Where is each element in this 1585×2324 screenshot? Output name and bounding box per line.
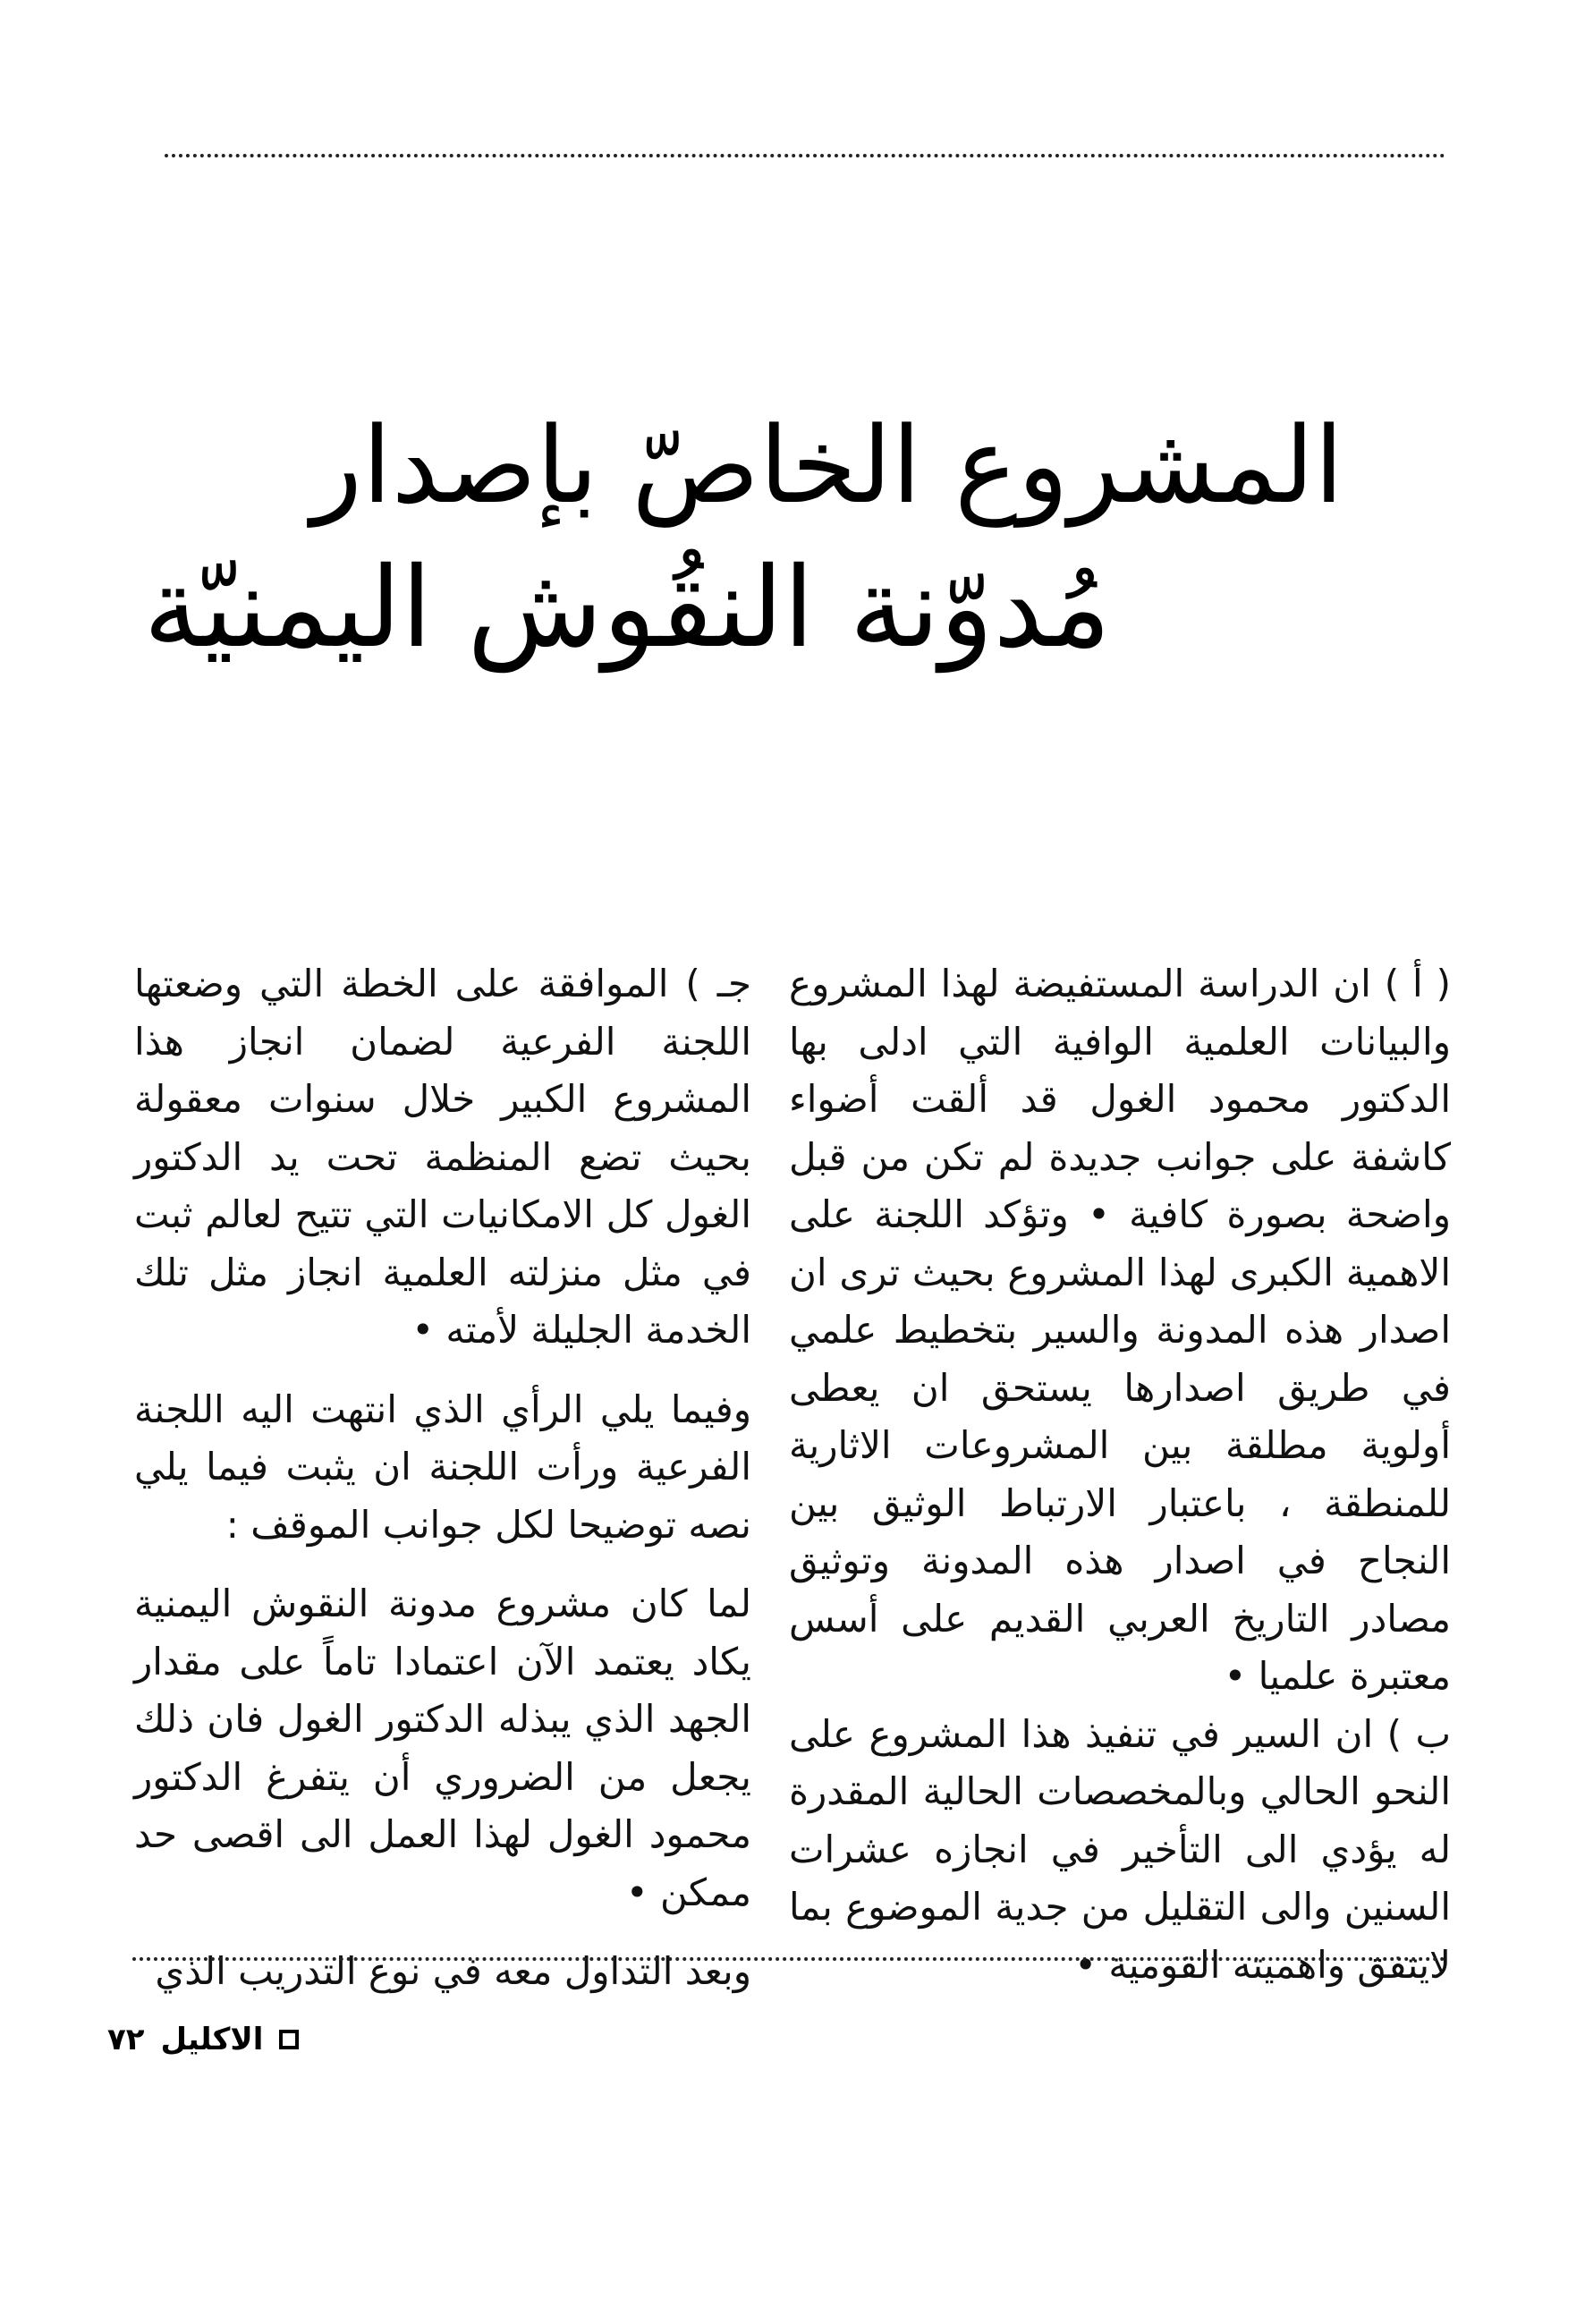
journal-name: الاكليل xyxy=(160,2022,264,2057)
bottom-dotted-rule xyxy=(132,1957,1445,1961)
top-dotted-rule xyxy=(165,154,1445,157)
paragraph-training: وبعد التداول معه في نوع التدريب الذي xyxy=(155,1949,751,1993)
paragraph-a: ( أ ) ان الدراسة المستفيضة لهذا المشروع والبيانات العلمية الوافية التي ادلى بها الدكتور محمود الغول قد ألقت أضواء كاشفة على جوانب جديدة لم تكن من قبل واضحة بصورة كافية • وتؤكد اللجنة على الاهمية الكبرى لهذا المشروع بحيث ترى ان اصدار هذه المدونة والسير بتخطيط علمي في طريق اصدارها يستحق ان يعطى أولوية مطلقة بين المشروعات الاثارية للمنطقة ، باعتبار الارتباط الوثيق بين النجاح في اصدار هذه المدونة وتوثيق مصادر التاريخ العربي القديم على أسس معتبرة علميا • xyxy=(789,962,1451,1698)
paragraph-dependency: لما كان مشروع مدونة النقوش اليمنية يكاد يعتمد الآن اعتمادا تاماً على مقدار الجهد الذي يبذله الدكتور الغول فان ذلك يجعل من الضروري أن يتفرغ الدكتور محمود الغول لهذا العمل الى اقصى حد ممكن • xyxy=(134,1582,751,1914)
square-bullet-icon xyxy=(279,2030,299,2049)
page-footer xyxy=(107,2022,299,2057)
article-title-line-1: المشروع الخاصّ بإصدار xyxy=(311,403,1343,527)
left-text-column xyxy=(134,955,751,2001)
page-number: ٧٢ xyxy=(107,2022,145,2057)
article-title-line-2: مُدوّنة النقُوش اليمنيّة xyxy=(143,544,1111,673)
paragraph-b: ب ) ان السير في تنفيذ هذا المشروع على النحو الحالي وبالمخصصات الحالية المقدرة له يؤدي الى التأخير في انجازه عشرات السنين والى التقليل من جدية الموضوع بما لايتفق واهميته القومية • xyxy=(789,1711,1451,1987)
paragraph-committee-opinion: وفيما يلي الرأي الذي انتهت اليه اللجنة الفرعية ورأت اللجنة ان يثبت فيما يلي نصه توضيحا لكل جوانب الموقف : xyxy=(134,1387,751,1547)
right-text-column xyxy=(789,955,1451,1994)
paragraph-c: جـ ) الموافقة على الخطة التي وضعتها اللجنة الفرعية لضمان انجاز هذا المشروع الكبير خلال سنوات معقولة بحيث تضع المنظمة تحت يد الدكتور الغول كل الامكانيات التي تتيح لعالم ثبت في مثل منزلته العلمية انجاز مثل تلك الخدمة الجليلة لأمته • xyxy=(134,962,751,1352)
